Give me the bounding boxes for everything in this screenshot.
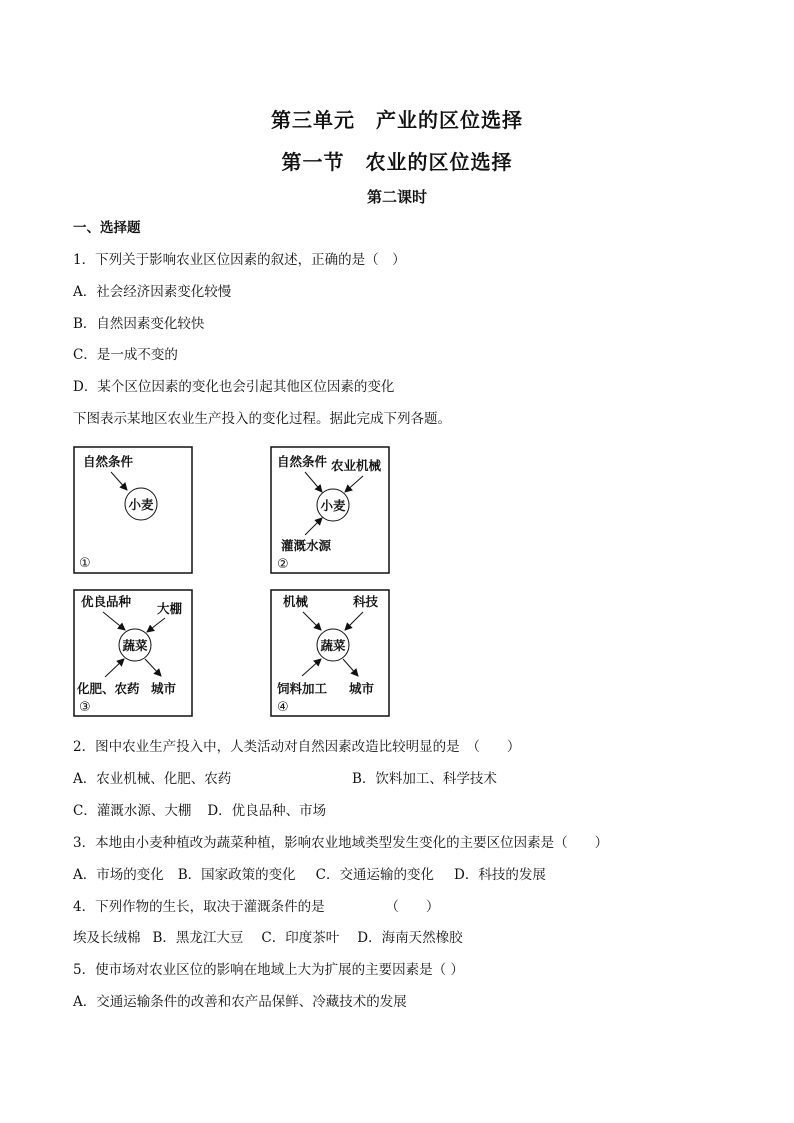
- q2-option-a: A．农业机械、化肥、农药: [73, 771, 232, 787]
- q1-option-c: C．是一成不变的: [73, 347, 178, 363]
- q3-option-d: D．科技的发展: [454, 867, 546, 883]
- q1-option-a: A．社会经济因素变化较慢: [73, 284, 232, 300]
- q3-stem: 3．本地由小麦种植改为蔬菜种植，影响农业地域类型发生变化的主要区位因素是（ ）: [73, 835, 609, 851]
- panel-3-factor-1: 优良品种: [81, 594, 132, 609]
- q4-option-c: C．印度茶叶: [261, 930, 340, 946]
- q3-option-b: B．国家政策的变化: [177, 867, 296, 883]
- q4-stem: 4．下列作物的生长，取决于灌溉条件的是 （ ）: [73, 899, 440, 915]
- q4-option-a: 埃及长绒棉: [73, 930, 141, 946]
- panel-3-arrow-2: [147, 618, 165, 632]
- panel-2-arrow-3: [305, 518, 322, 535]
- section-heading: 一、选择题: [73, 220, 141, 236]
- lesson-title: 第二课时: [366, 188, 427, 206]
- q4-options: [73, 929, 463, 947]
- q2-options-cd: [73, 802, 326, 820]
- panel-3: [74, 590, 192, 716]
- panel-4-factor-1: 机械: [283, 594, 309, 609]
- panel-2-arrow-1: [305, 472, 322, 492]
- panel-4-factor-2: 科技: [353, 594, 379, 609]
- panel-2-factor-2: 农业机械: [331, 458, 382, 473]
- panel-4-arrow-2: [345, 612, 363, 630]
- panel-4-arrow-1: [303, 612, 321, 630]
- q1-option-b: B．自然因素变化较快: [73, 316, 205, 332]
- panel-1-number: ①: [79, 556, 91, 571]
- panel-3-arrow-1: [103, 612, 125, 630]
- q5-option-a: A．交通运输条件的改善和农产品保鲜、冷藏技术的发展: [73, 994, 407, 1010]
- panel-3-factor-3: 化肥、农药: [77, 681, 140, 696]
- panel-4-arrow-4: [343, 659, 358, 676]
- panel-4-number: ④: [277, 700, 289, 715]
- panel-3-factor-2: 大棚: [157, 601, 183, 616]
- figure-intro: 下图表示某地区农业生产投入的变化过程。据此完成下列各题。: [73, 411, 451, 427]
- q4-option-b: B．黑龙江大豆: [152, 930, 244, 946]
- panel-3-arrow-4: [145, 659, 161, 676]
- panel-2: [271, 447, 389, 573]
- panel-2-crop: 小麦: [320, 498, 346, 513]
- panel-3-number: ③: [79, 700, 91, 715]
- q2-stem: 2．图中农业生产投入中，人类活动对自然因素改造比较明显的是 （ ）: [73, 739, 521, 755]
- panel-1-arrow: [111, 472, 127, 490]
- unit-title: 第三单元 产业的区位选择: [271, 108, 523, 132]
- q3-option-c: C．交通运输的变化: [315, 867, 435, 883]
- panel-4-arrow-3: [302, 659, 321, 676]
- panel-3-output: 城市: [151, 681, 177, 696]
- q4-option-d: D．海南天然橡胶: [357, 930, 463, 946]
- panel-1-crop: 小麦: [128, 497, 154, 512]
- agri-input-diagram: [73, 444, 393, 720]
- panel-1: [74, 447, 192, 573]
- panel-3-arrow-3: [105, 659, 124, 677]
- panel-4: [271, 590, 389, 716]
- panel-2-factor-3: 灌溉水源: [281, 538, 332, 553]
- q3-options: [73, 866, 546, 884]
- q2-option-b: B．饮料加工、科学技术: [352, 771, 497, 787]
- section-title: 第一节 农业的区位选择: [281, 150, 513, 174]
- panel-4-output: 城市: [349, 681, 375, 696]
- q2-option-d: D．优良品种、市场: [207, 803, 327, 819]
- q1-stem: 1．下列关于影响农业区位因素的叙述，正确的是（ ）: [73, 252, 406, 268]
- q1-option-d: D．某个区位因素的变化也会引起其他区位因素的变化: [73, 379, 395, 395]
- panel-2-arrow-2: [345, 476, 363, 492]
- q3-option-a: A．市场的变化: [73, 867, 164, 883]
- q5-stem: 5．使市场对农业区位的影响在地域上大为扩展的主要因素是（ ）: [73, 962, 464, 978]
- panel-2-number: ②: [277, 557, 289, 572]
- panel-1-factor: 自然条件: [83, 454, 134, 469]
- panel-4-crop: 蔬菜: [320, 638, 346, 653]
- panel-3-crop: 蔬菜: [122, 638, 148, 653]
- q2-option-c: C．灌溉水源、大棚: [73, 803, 192, 819]
- panel-4-factor-3: 饲料加工: [277, 681, 328, 696]
- panel-2-factor-1: 自然条件: [277, 454, 328, 469]
